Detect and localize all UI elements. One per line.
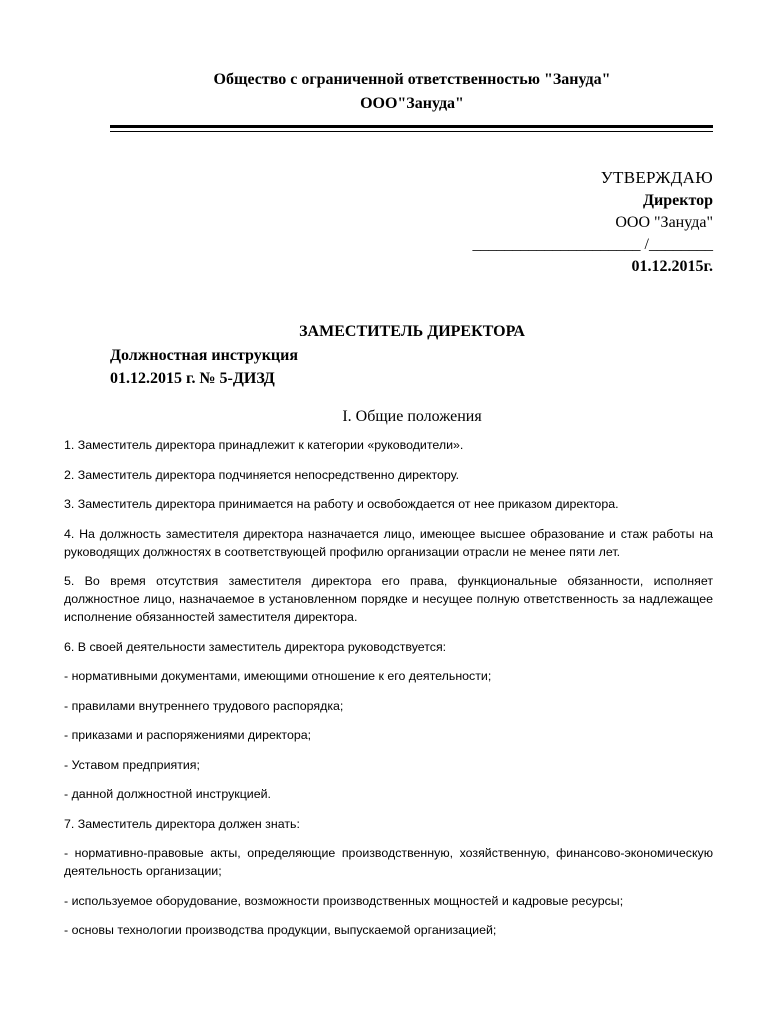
paragraph: 6. В своей деятельности заместитель директора руководствуется: — [64, 639, 447, 654]
list-item: - нормативными документами, имеющими отношение к его деятельности; — [64, 669, 492, 683]
approval-organization: ООО "Зануда" — [615, 214, 713, 231]
header-rule-thin — [110, 131, 713, 132]
document-type: Должностная инструкция — [110, 347, 299, 364]
document-number: 01.12.2015 г. № 5-ДИЗД — [110, 370, 275, 387]
list-item: - приказами и распоряжениями директора; — [64, 728, 312, 742]
approval-date: 01.12.2015г. — [631, 258, 713, 275]
approval-title: УТВЕРЖДАЮ — [600, 168, 713, 187]
approval-block — [313, 167, 713, 278]
paragraph: 7. Заместитель директора должен знать: — [64, 816, 300, 831]
position-title: ЗАМЕСТИТЕЛЬ ДИРЕКТОРА — [299, 323, 525, 340]
paragraph: 3. Заместитель директора принимается на работу и освобождается от нее приказом директора. — [64, 497, 619, 511]
paragraph: 5. Во время отсутствия заместителя директора его права, функциональные обязанности, исполняет должностное лицо, назначаемое в установленном порядке и несущее полную ответственность за надлежащее исполнение обязанностей заместителя директора. — [64, 574, 713, 624]
organization-full-name: Общество с ограниченной ответственностью "Зануда" — [213, 71, 611, 88]
section-title: I. Общие положения — [342, 408, 482, 425]
header-rule-thick — [110, 125, 713, 128]
list-item: - нормативно-правовые акты, определяющие производственную, хозяйственную, финансово-экономическую деятельность организации; — [64, 846, 713, 878]
signature-line: _____________________ /________ — [472, 236, 713, 253]
list-item: - основы технологии производства продукции, выпускаемой организацией; — [64, 923, 497, 937]
paragraph: 2. Заместитель директора подчиняется непосредственно директору. — [64, 467, 460, 482]
list-item: - используемое оборудование, возможности производственных мощностей и кадровые ресурсы; — [64, 893, 624, 908]
paragraph: 1. Заместитель директора принадлежит к категории «руководители». — [64, 438, 464, 452]
body-text — [64, 436, 713, 951]
approval-position: Директор — [643, 192, 713, 209]
list-item: - Уставом предприятия; — [64, 757, 200, 772]
list-item: - правилами внутреннего трудового распорядка; — [64, 698, 344, 713]
list-item: - данной должностной инструкцией. — [64, 787, 271, 801]
organization-header — [110, 68, 714, 116]
organization-short-name: ООО"Зануда" — [360, 95, 464, 112]
paragraph: 4. На должность заместителя директора назначается лицо, имеющее высшее образование и стаж работы на руководящих должностях в соответствующей профилю организации отрасли не менее пяти лет. — [64, 526, 713, 559]
